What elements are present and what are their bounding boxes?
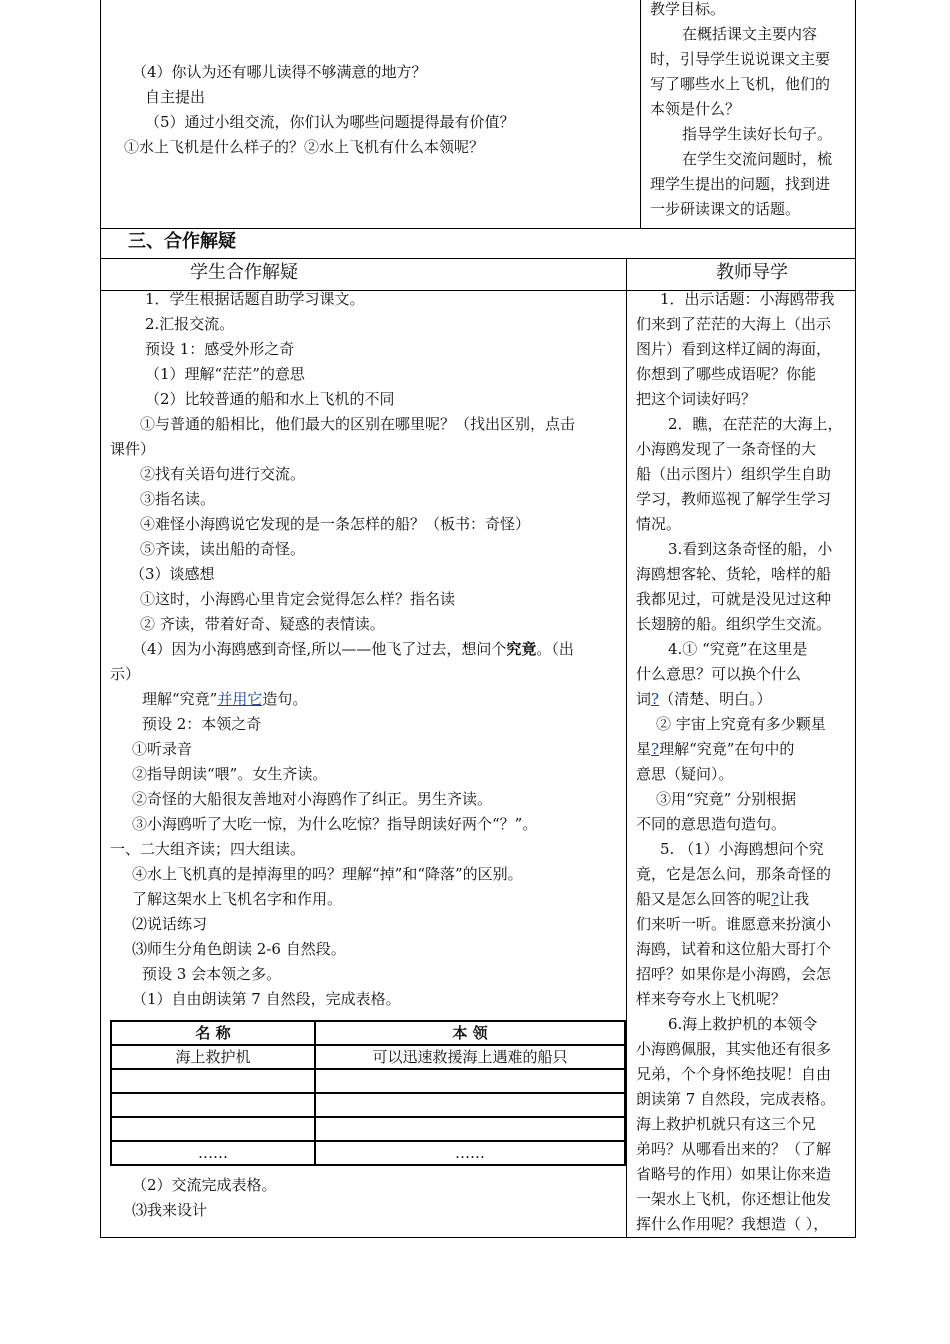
- teacher-line-part: 星: [636, 740, 652, 758]
- table-row: [111, 1117, 625, 1141]
- student-line: 示）: [110, 665, 141, 683]
- student-line: ②找有关语句进行交流。: [140, 465, 306, 483]
- teacher-line: 2．瞧，在茫茫的大海上，: [668, 415, 843, 433]
- section-title: 三、合作解疑: [128, 231, 236, 252]
- top-right-line: 本领是什么？: [650, 100, 741, 118]
- student-line: 1．学生根据话题自助学习课文。: [145, 290, 365, 308]
- teacher-line: 长翅膀的船。组织学生交流。: [636, 615, 832, 633]
- student-line: （1）自由朗读第 7 自然段，完成表格。: [132, 990, 401, 1008]
- student-line: ② 齐读，带着好奇、疑惑的表情读。: [140, 615, 385, 633]
- student-line: （2）比较普通的船和水上飞机的不同: [145, 390, 395, 408]
- student-line: 2.汇报交流。: [145, 315, 235, 333]
- teacher-line: 兄弟，个个身怀绝技呢！自由: [636, 1065, 832, 1083]
- table-cell[interactable]: [315, 1069, 625, 1093]
- student-line: ⑶我来设计: [132, 1201, 208, 1219]
- teacher-line: 一架水上飞机，你还想让他发: [636, 1190, 832, 1208]
- student-line-part: 理解“究竟”: [142, 690, 218, 708]
- teacher-line: 情况。: [636, 515, 682, 533]
- student-line: ①与普通的船相比，他们最大的区别在哪里呢？（找出区别，点击: [140, 415, 576, 433]
- student-line: 预设 2：本领之奇: [142, 715, 262, 733]
- table-cell: ……: [111, 1141, 315, 1165]
- teacher-line: 竟，它是怎么问，那条奇怪的: [636, 865, 832, 883]
- top-right-line: 理学生提出的问题，找到进: [650, 175, 831, 193]
- top-right-line: 时，引导学生说说课文主要: [650, 50, 831, 68]
- question-link[interactable]: ?: [651, 740, 660, 758]
- bold-word: 究竟: [506, 640, 537, 658]
- teacher-line: 5. （1）小海鸥想问个究: [660, 840, 824, 858]
- student-line: 一、二大组齐读；四大组读。: [110, 840, 306, 858]
- teacher-line: 海上救护机就只有这三个兄: [636, 1115, 817, 1133]
- teacher-line: 4.① “究竟”在这里是: [668, 640, 808, 658]
- teacher-line: 招呼？如果你是小海鸥，会怎: [636, 965, 832, 983]
- table-row: [111, 1141, 625, 1165]
- student-line: ②奇怪的大船很友善地对小海鸥作了纠正。男生齐读。: [132, 790, 493, 808]
- teacher-line-with-link: [636, 887, 809, 912]
- table-row: [111, 1093, 625, 1117]
- teacher-line: 6.海上救护机的本领令: [668, 1015, 818, 1033]
- student-line-part: 造句。: [262, 690, 308, 708]
- column-header-student: 学生合作解疑: [190, 262, 298, 283]
- teacher-line: ② 宇宙上究竟有多少颗星: [656, 715, 826, 733]
- student-line: ④难怪小海鸥说它发现的是一条怎样的船？（板书：奇怪）: [140, 515, 531, 533]
- page-bottom-border: [100, 1237, 856, 1238]
- teacher-line: 我都见过，可就是没见过这种: [636, 590, 832, 608]
- student-line: ③指名读。: [140, 490, 216, 508]
- table-row: [111, 1069, 625, 1093]
- student-line: ⑤齐读，读出船的奇怪。: [140, 540, 306, 558]
- question-link[interactable]: ?: [651, 690, 660, 708]
- teacher-line-part: 让我: [779, 890, 810, 908]
- table-cell: 海上救护机: [111, 1045, 315, 1069]
- student-line: ④水上飞机真的是掉海里的吗？理解“掉”和“降落”的区别。: [132, 865, 523, 883]
- top-right-line: 写了哪些水上飞机，他们的: [650, 75, 831, 93]
- teacher-line: 小海鸥发现了一条奇怪的大: [636, 440, 817, 458]
- teacher-line: 3.看到这条奇怪的船，小: [668, 540, 833, 558]
- teacher-line: 挥什么作用呢？我想造（ ），: [636, 1215, 829, 1233]
- student-line: （1）理解“茫茫”的意思: [145, 365, 305, 383]
- table-cell[interactable]: [315, 1117, 625, 1141]
- abilities-table: [110, 1020, 626, 1166]
- student-line: ⑵说话练习: [132, 915, 208, 933]
- table-header-name: 名 称: [111, 1021, 315, 1045]
- table-cell[interactable]: [315, 1093, 625, 1117]
- student-line: ⑶师生分角色朗读 2-6 自然段。: [132, 940, 346, 958]
- teacher-line-part: （清楚、明白。）: [659, 690, 772, 708]
- top-left-line: （5）通过小组交流，你们认为哪些问题提得最有价值？: [145, 113, 515, 131]
- table-row: [111, 1045, 625, 1069]
- question-link[interactable]: ?: [771, 890, 780, 908]
- teacher-line: 你想到了哪些成语呢？你能: [636, 365, 817, 383]
- student-line: ③小海鸥听了大吃一惊，为什么吃惊？指导朗读好两个“？”。: [132, 815, 538, 833]
- student-line: 预设 3 会本领之多。: [142, 965, 282, 983]
- student-line: 课件）: [110, 440, 156, 458]
- hyperlink-text[interactable]: 并用它: [217, 690, 263, 708]
- teacher-line: 学习，教师巡视了解学生学习: [636, 490, 832, 508]
- student-line-with-link: [142, 687, 307, 712]
- student-line-with-bold: [132, 637, 574, 662]
- student-line-part: 。（出: [536, 640, 574, 658]
- teacher-line: 不同的意思造句造句。: [636, 815, 787, 833]
- table-cell[interactable]: [111, 1093, 315, 1117]
- teacher-line-with-link: [636, 687, 772, 712]
- teacher-line: 样来夸夸水上飞机呢？: [636, 990, 787, 1008]
- student-line: （3）谈感想: [130, 565, 215, 583]
- teacher-line: 们来听一听。谁愿意来扮演小: [636, 915, 832, 933]
- top-left-line: 自主提出: [145, 88, 206, 106]
- teacher-line: 1．出示话题：小海鸥带我: [660, 290, 835, 308]
- teacher-line-part: 理解“究竟”在句中的: [659, 740, 795, 758]
- table-header-row: [111, 1021, 625, 1045]
- teacher-line: 船（出示图片）组织学生自助: [636, 465, 832, 483]
- teacher-line: 朗读第 7 自然段，完成表格。: [636, 1090, 836, 1108]
- table-cell: 可以迅速救援海上遇难的船只: [315, 1045, 625, 1069]
- teacher-line: 弟吗？从哪看出来的？（了解: [636, 1140, 832, 1158]
- teacher-line-part: 词: [636, 690, 652, 708]
- teacher-line: 意思（疑问）。: [636, 765, 734, 783]
- teacher-line: ③用“究竟” 分别根据: [656, 790, 797, 808]
- table-cell[interactable]: [111, 1069, 315, 1093]
- outer-right-border: [855, 0, 856, 1238]
- top-right-line: 教学目标。: [650, 0, 726, 18]
- column-header-teacher: 教师导学: [716, 262, 788, 283]
- teacher-line: 把这个词读好吗？: [636, 390, 757, 408]
- top-left-line: ①水上飞机是什么样子的？②水上飞机有什么本领呢？: [124, 138, 485, 156]
- teacher-line: 们来到了茫茫的大海上（出示: [636, 315, 832, 333]
- top-right-line: 在概括课文主要内容: [682, 25, 818, 43]
- teacher-line: 海鸥，试着和这位船大哥打个: [636, 940, 832, 958]
- student-line: （2）交流完成表格。: [132, 1176, 277, 1194]
- student-line: 预设 1：感受外形之奇: [145, 340, 295, 358]
- teacher-line: 省略号的作用）如果让你来造: [636, 1165, 832, 1183]
- top-column-divider: [640, 0, 641, 228]
- teacher-line: 海鸥想客轮、货轮，啥样的船: [636, 565, 832, 583]
- table-header-ability: 本 领: [315, 1021, 625, 1045]
- teacher-line: 图片）看到这样辽阔的海面，: [636, 340, 832, 358]
- teacher-line-part: 船又是怎么回答的呢: [636, 890, 772, 908]
- student-line: ①听录音: [132, 740, 193, 758]
- outer-left-border: [100, 0, 101, 1238]
- student-line: ①这时，小海鸥心里肯定会觉得怎么样？指名读: [140, 590, 456, 608]
- table-cell[interactable]: [111, 1117, 315, 1141]
- top-right-line: 在学生交流问题时，梳: [682, 150, 833, 168]
- teacher-line: 小海鸥佩服，其实他还有很多: [636, 1040, 832, 1058]
- top-right-line: 一步研读课文的话题。: [650, 200, 801, 218]
- student-line-part: （4）因为小海鸥感到奇怪,所以——他飞了过去，想问个: [132, 640, 507, 658]
- top-left-line: （4）你认为还有哪儿读得不够满意的地方？: [132, 63, 427, 81]
- lower-column-divider: [626, 258, 627, 1238]
- student-line: 了解这架水上飞机名字和作用。: [132, 890, 343, 908]
- top-right-line: 指导学生读好长句子。: [682, 125, 833, 143]
- teacher-line: 什么意思？可以换个什么: [636, 665, 802, 683]
- teacher-line-with-link: [636, 737, 794, 762]
- student-line: ②指导朗读“喂”。女生齐读。: [132, 765, 328, 783]
- table-cell: ……: [315, 1141, 625, 1165]
